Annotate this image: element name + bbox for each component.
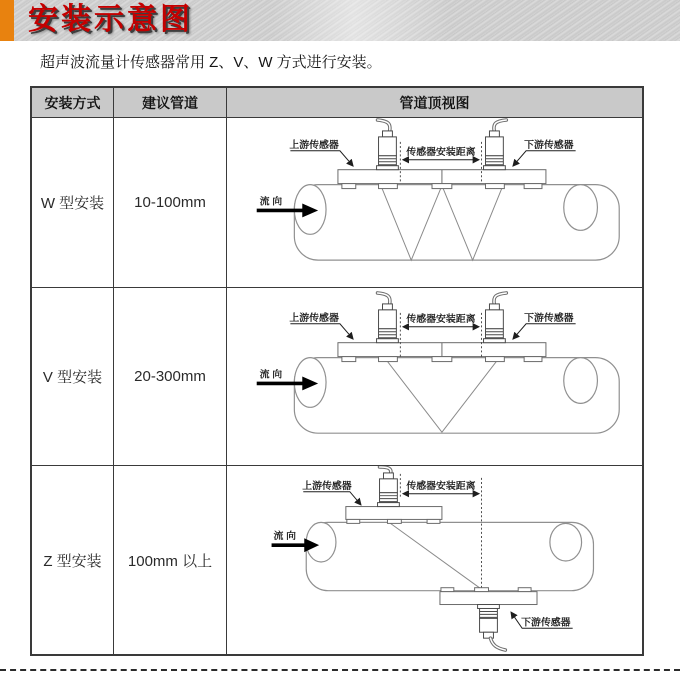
header-bar <box>0 0 680 41</box>
downstream-sensor-label: 下游传感器 <box>524 139 574 151</box>
pipe <box>306 522 593 590</box>
flow-direction-label: 流 向 <box>259 196 283 208</box>
sensor-distance-label: 传感器安装距离 <box>406 480 476 492</box>
downstream-transducer <box>478 605 506 651</box>
downstream-sensor-label: 下游传感器 <box>521 617 571 629</box>
w-install-diagram <box>227 118 642 287</box>
cell-diagram-w <box>227 118 642 288</box>
z-install-diagram <box>227 466 642 654</box>
upstream-sensor-label: 上游传感器 <box>289 312 339 324</box>
installation-table <box>30 86 644 656</box>
cell-pipe-z: 100mm 以上 <box>114 466 227 654</box>
upstream-transducer <box>377 293 399 343</box>
accent-block <box>0 0 14 41</box>
downstream-transducer <box>484 120 507 170</box>
cell-diagram-z <box>227 466 642 654</box>
cell-method-v: V 型安装 <box>32 288 114 466</box>
intro-text: 超声波流量计传感器常用 Z、V、W 方式进行安装。 <box>40 54 382 71</box>
upstream-sensor-label: 上游传感器 <box>302 480 352 492</box>
cell-pipe-v: 20-300mm <box>114 288 227 466</box>
upstream-sensor-label: 上游传感器 <box>289 139 339 151</box>
bottom-divider <box>0 669 680 671</box>
cell-pipe-w: 10-100mm <box>114 118 227 288</box>
sensor-distance-label: 传感器安装距离 <box>406 313 476 325</box>
upper-mounting-rail <box>346 507 442 524</box>
cell-method-z: Z 型安装 <box>32 466 114 654</box>
v-install-diagram <box>227 288 642 465</box>
page-title: 安装示意图 <box>28 3 193 36</box>
downstream-sensor-label: 下游传感器 <box>524 312 574 324</box>
upstream-transducer <box>378 467 400 507</box>
col-header-pipe-top-view: 管道顶视图 <box>227 88 642 118</box>
flow-direction-label: 流 向 <box>273 531 297 543</box>
col-header-install-method: 安装方式 <box>32 88 114 118</box>
cell-method-w: W 型安装 <box>32 118 114 288</box>
pipe <box>294 358 619 434</box>
cell-diagram-v <box>227 288 642 466</box>
sensor-distance-label: 传感器安装距离 <box>406 146 476 158</box>
upstream-transducer <box>377 120 399 170</box>
downstream-transducer <box>484 293 507 343</box>
flow-direction-label: 流 向 <box>259 369 283 381</box>
col-header-recommended-pipe: 建议管道 <box>114 88 227 118</box>
